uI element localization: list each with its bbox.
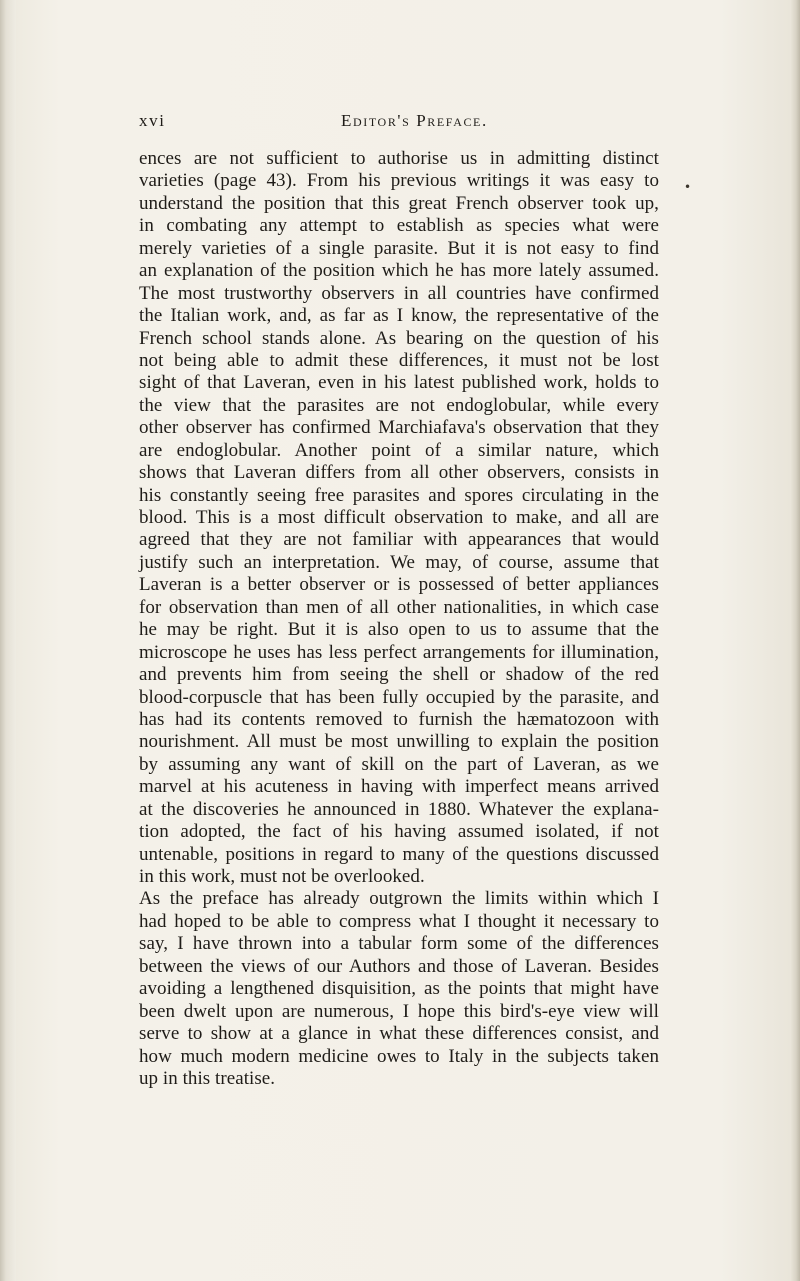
text-line: microscope he uses has less perfect arrangements for illumination, [139,641,659,663]
paragraph-start-line: As the preface has already outgrown the limits within which I [139,888,659,910]
text-line: tion adopted, the fact of his having assumed isolated, if not [139,821,659,843]
text-line: blood-corpuscle that has been fully occupied by the parasite, and [139,686,659,708]
text-line: shows that Laveran differs from all other observers, consists in [139,462,659,484]
text-line: sight of that Laveran, even in his latest published work, holds to [139,372,659,394]
text-line: agreed that they are not familiar with appearances that would [139,529,659,551]
text-line: an explanation of the position which he has more lately assumed. [139,260,659,282]
text-line: been dwelt upon are numerous, I hope this bird's-eye view will [139,1000,659,1022]
text-line: avoiding a lengthened disquisition, as the points that might have [139,978,659,1000]
text-line: understand the position that this great French observer took up, [139,192,659,214]
text-line: justify such an interpretation. We may, of course, assume that [139,551,659,573]
text-line: at the discoveries he announced in 1880. Whatever the explana- [139,798,659,820]
text-line: for observation than men of all other nationalities, in which case [139,596,659,618]
body-text [139,148,659,1090]
text-line: and prevents him from seeing the shell or shadow of the red [139,664,659,686]
text-line: not being able to admit these differences, it must not be lost [139,349,659,371]
page-header [139,111,659,135]
text-line: by assuming any want of skill on the part of Laveran, as we [139,753,659,775]
text-line: say, I have thrown into a tabular form some of the differences [139,933,659,955]
text-line: the view that the parasites are not endoglobular, while every [139,394,659,416]
paragraph-end-line: in this work, must not be overlooked. [139,866,425,887]
text-line: has had its contents removed to furnish the hæmatozoon with [139,708,659,730]
binding-gutter [0,0,16,1281]
running-head: Editor's Preface. [341,111,488,130]
text-line: other observer has confirmed Marchiafava's observation that they [139,417,659,439]
text-line: French school stands alone. As bearing on the question of his [139,327,659,349]
text-line: between the views of our Authors and those of Laveran. Besides [139,955,659,977]
text-line: the Italian work, and, as far as I know, the representative of the [139,305,659,327]
text-line: The most trustworthy observers in all countries have confirmed [139,282,659,304]
text-line: varieties (page 43). From his previous writings it was easy to [139,170,659,192]
text-line: marvel at his acuteness in having with imperfect means arrived [139,776,659,798]
text-line: serve to show at a glance in what these differences consist, and [139,1023,659,1045]
page-number: xvi [139,111,166,130]
text-line: nourishment. All must be most unwilling to explain the position [139,731,659,753]
text-line: Laveran is a better observer or is possessed of better appliances [139,574,659,596]
text-line: in combating any attempt to establish as species what were [139,215,659,237]
page-edge [790,0,800,1281]
text-line: merely varieties of a single parasite. But it is not easy to find [139,237,659,259]
text-line: ences are not sufficient to authorise us in admitting distinct [139,148,659,169]
margin-mark: • [684,180,692,194]
text-line: are endoglobular. Another point of a similar nature, which [139,439,659,461]
text-line: he may be right. But it is also open to us to assume that the [139,619,659,641]
text-line: had hoped to be able to compress what I thought it necessary to [139,910,659,932]
text-line: untenable, positions in regard to many of the questions discussed [139,843,659,865]
text-line: blood. This is a most difficult observation to make, and all are [139,507,659,528]
text-line: how much modern medicine owes to Italy in the subjects taken [139,1045,659,1067]
text-line: his constantly seeing free parasites and spores circulating in the [139,484,659,506]
paragraph-end-line: up in this treatise. [139,1067,276,1089]
